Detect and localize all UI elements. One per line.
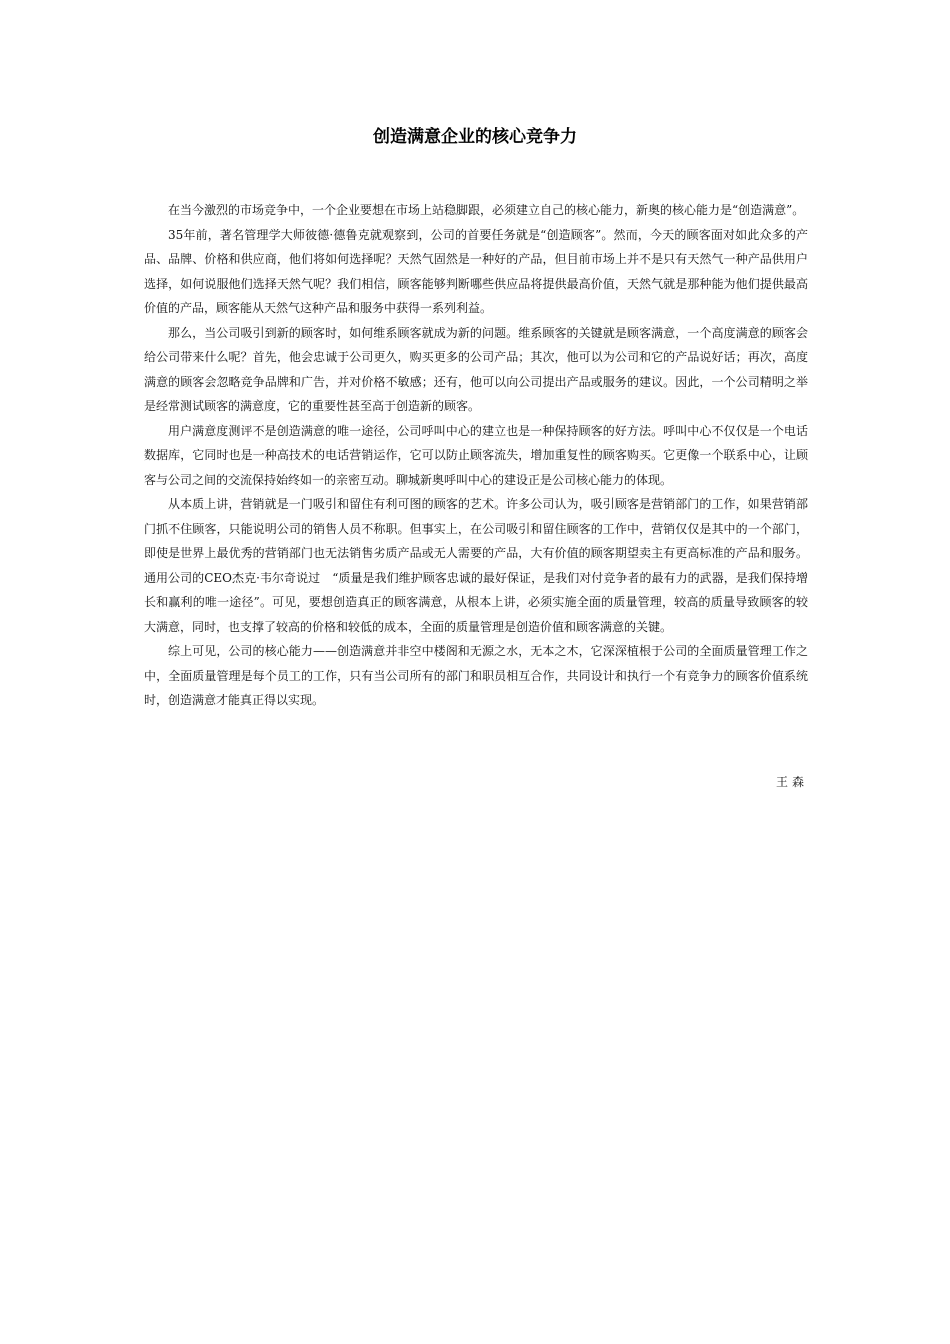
paragraph-conclusion: 综上可见，公司的核心能力——创造满意并非空中楼阁和无源之水，无本之木，它深深植根于公司的全面质量管理工作之中，全面质量管理是每个员工的工作，只有当公司所有的部门和职员相互合作，共同设计和执行一个有竞争力的顾客价值系统时，创造满意才能真正得以实现。 — [144, 644, 808, 707]
document-title: 创造满意企业的核心竞争力 — [373, 127, 577, 147]
paragraph-retention: 那么，当公司吸引到新的顾客时，如何维系顾客就成为新的问题。维系顾客的关键就是顾客满意，一个高度满意的顾客会给公司带来什么呢？首先，他会忠诚于公司更久，购买更多的公司产品；其次，他可以为公司和它的产品说好话；再次，高度满意的顾客会忽略竞争品牌和广告，并对价格不敏感；还有，他可以向公司提出产品或服务的建议。因此，一个公司精明之举是经常测试顾客的满意度，它的重要性甚至高于创造新的顾客。 — [144, 325, 808, 413]
paragraph-marketing: 从本质上讲，营销就是一门吸引和留住有利可图的顾客的艺术。许多公司认为，吸引顾客是营销部门的工作，如果营销部门抓不住顾客，只能说明公司的销售人员不称职。但事实上，在公司吸引和留住顾客的工作中，营销仅仅是其中的一个部门，即使是世界上最优秀的营销部门也无法销售劣质产品或无人需要的产品，大有价值的顾客期望卖主有更高标准的产品和服务。通用公司的CEO杰克·韦尔奇说过 “质量是我们维护顾客忠诚的最好保证，是我们对付竞争者的最有力的武器，是我们保持增长和赢利的唯一途径”。可见，要想创造真正的顾客满意，从根本上讲，必须实施全面的质量管理，较高的质量导致顾客的较大满意，同时，也支撑了较高的价格和较低的成本，全面的质量管理是创造价值和顾客满意的关键。 — [144, 497, 808, 634]
author-signature: 王森 — [775, 775, 808, 789]
document-body — [144, 198, 808, 713]
paragraph-drucker: 35年前，著名管理学大师彼德·德鲁克就观察到，公司的首要任务就是“创造顾客”。然而，今天的顾客面对如此众多的产品、品牌、价格和供应商，他们将如何选择呢？天然气固然是一种好的产品，但目前市场上并不是只有天然气一种产品供用户选择，如何说服他们选择天然气呢？我们相信，顾客能够判断哪些供应品将提供最高价值，天然气就是那种能为他们提供最高价值的产品，顾客能从天然气这种产品和服务中获得一系列利益。 — [144, 227, 808, 315]
paragraph-intro: 在当今激烈的市场竞争中，一个企业要想在市场上站稳脚跟，必须建立自己的核心能力，新奥的核心能力是“创造满意”。 — [168, 203, 805, 217]
paragraph-call-center: 用户满意度测评不是创造满意的唯一途径，公司呼叫中心的建立也是一种保持顾客的好方法。呼叫中心不仅仅是一个电话数据库，它同时也是一种高技术的电话营销运作，它可以防止顾客流失，增加重复性的顾客购买。它更像一个联系中心，让顾客与公司之间的交流保持始终如一的亲密互动。聊城新奥呼叫中心的建设正是公司核心能力的体现。 — [144, 423, 808, 487]
